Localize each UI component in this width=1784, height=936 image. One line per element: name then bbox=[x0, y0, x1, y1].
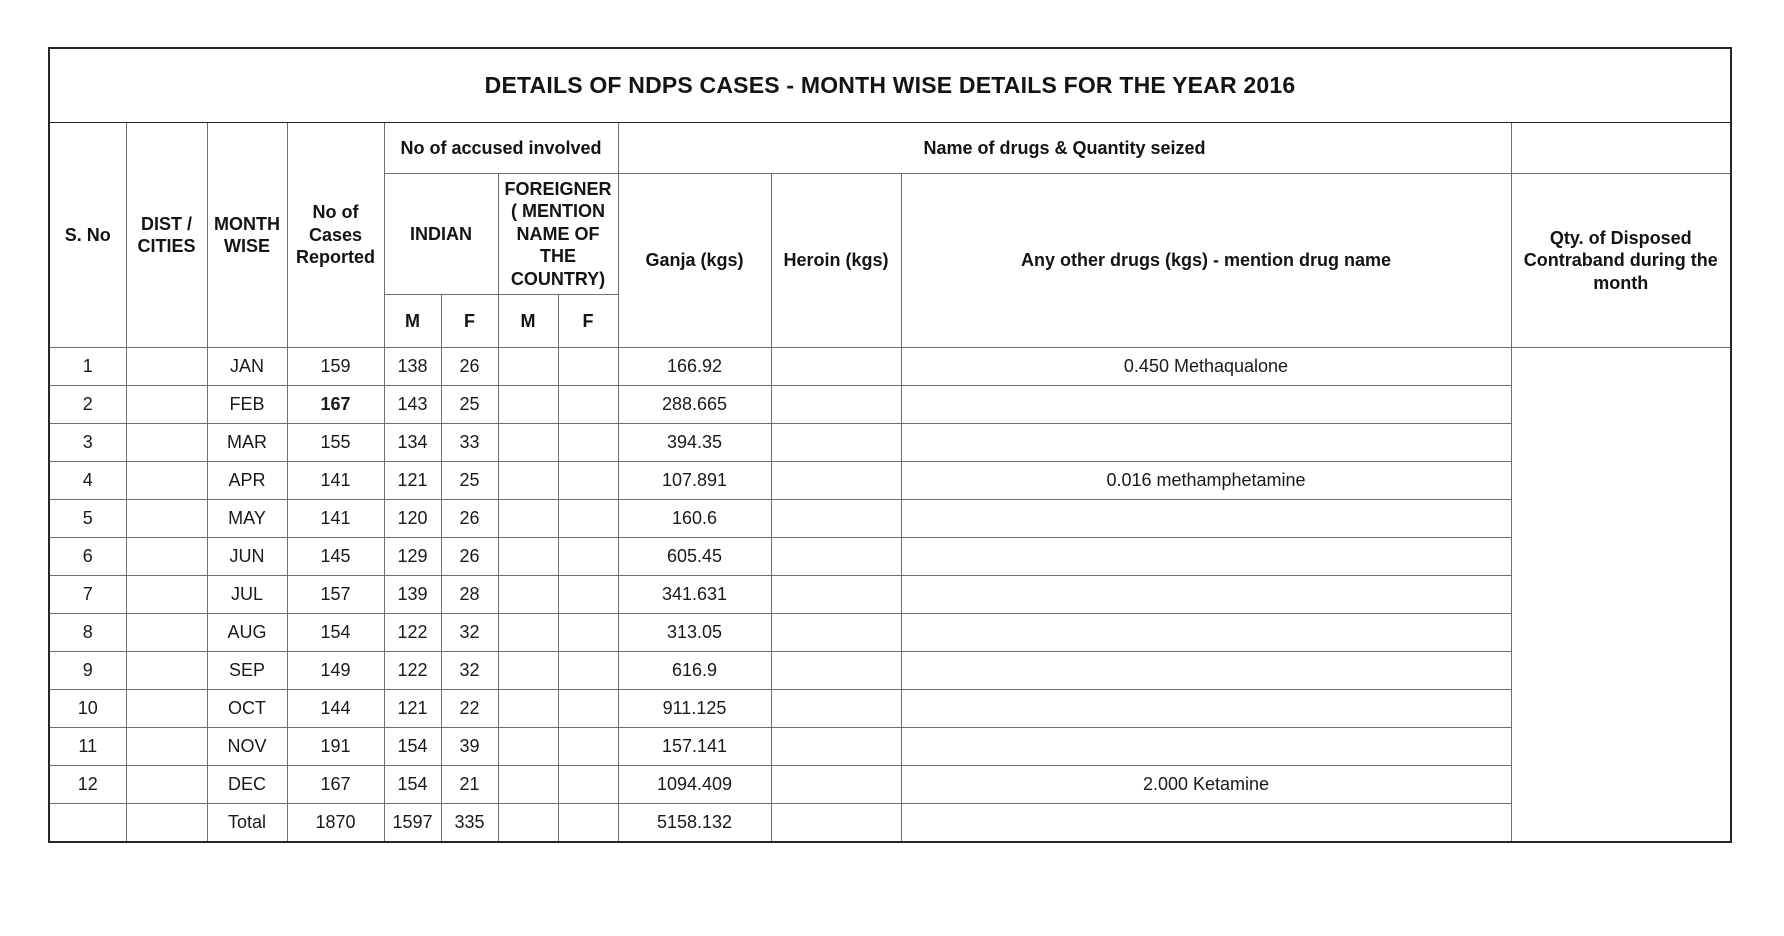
cell-month: Total bbox=[207, 804, 287, 843]
cell-s-no: 12 bbox=[49, 766, 126, 804]
cell-indian-m: 138 bbox=[384, 348, 441, 386]
table-row bbox=[49, 690, 1731, 728]
cell-indian-m: 1597 bbox=[384, 804, 441, 843]
cell-month: APR bbox=[207, 462, 287, 500]
cell-ganja: 1094.409 bbox=[618, 766, 771, 804]
cell-month: JUN bbox=[207, 538, 287, 576]
cell-indian-f: 26 bbox=[441, 538, 498, 576]
cell-dist-cities bbox=[126, 690, 207, 728]
cell-s-no: 1 bbox=[49, 348, 126, 386]
cell-month: JUL bbox=[207, 576, 287, 614]
cell-heroin bbox=[771, 690, 901, 728]
cell-indian-f: 28 bbox=[441, 576, 498, 614]
cell-heroin bbox=[771, 804, 901, 843]
cell-ganja: 157.141 bbox=[618, 728, 771, 766]
cell-heroin bbox=[771, 500, 901, 538]
cell-foreigner-f bbox=[558, 690, 618, 728]
cell-dist-cities bbox=[126, 500, 207, 538]
cell-dist-cities bbox=[126, 766, 207, 804]
ndps-cases-table bbox=[48, 47, 1732, 843]
cell-month: FEB bbox=[207, 386, 287, 424]
cell-s-no: 10 bbox=[49, 690, 126, 728]
cell-ganja: 394.35 bbox=[618, 424, 771, 462]
header-indian-female: F bbox=[441, 295, 498, 348]
cell-foreigner-f bbox=[558, 386, 618, 424]
cell-indian-m: 154 bbox=[384, 728, 441, 766]
cell-cases-reported: 155 bbox=[287, 424, 384, 462]
cell-foreigner-m bbox=[498, 614, 558, 652]
table-row bbox=[49, 728, 1731, 766]
cell-heroin bbox=[771, 652, 901, 690]
cell-foreigner-m bbox=[498, 728, 558, 766]
table-row bbox=[49, 652, 1731, 690]
cell-month: MAR bbox=[207, 424, 287, 462]
header-indian-male: M bbox=[384, 295, 441, 348]
cell-dist-cities bbox=[126, 462, 207, 500]
cell-dist-cities bbox=[126, 538, 207, 576]
header-accused-involved: No of accused involved bbox=[384, 123, 618, 174]
cell-qty-disposed-merged bbox=[1511, 348, 1731, 843]
cell-s-no bbox=[49, 804, 126, 843]
cell-dist-cities bbox=[126, 348, 207, 386]
cell-foreigner-f bbox=[558, 348, 618, 386]
cell-s-no: 6 bbox=[49, 538, 126, 576]
cell-cases-reported: 144 bbox=[287, 690, 384, 728]
cell-indian-f: 32 bbox=[441, 652, 498, 690]
total-row bbox=[49, 804, 1731, 843]
cell-other-drugs: 2.000 Ketamine bbox=[901, 766, 1511, 804]
cell-month: JAN bbox=[207, 348, 287, 386]
cell-foreigner-f bbox=[558, 766, 618, 804]
cell-other-drugs bbox=[901, 424, 1511, 462]
header-foreigner-male: M bbox=[498, 295, 558, 348]
cell-foreigner-f bbox=[558, 728, 618, 766]
cell-ganja: 911.125 bbox=[618, 690, 771, 728]
cell-foreigner-f bbox=[558, 804, 618, 843]
cell-other-drugs bbox=[901, 804, 1511, 843]
cell-foreigner-m bbox=[498, 576, 558, 614]
cell-dist-cities bbox=[126, 424, 207, 462]
cell-cases-reported: 141 bbox=[287, 500, 384, 538]
header-qty-disposed: Qty. of Disposed Contraband during the month bbox=[1511, 174, 1731, 348]
cell-indian-m: 154 bbox=[384, 766, 441, 804]
cell-indian-m: 122 bbox=[384, 614, 441, 652]
cell-foreigner-f bbox=[558, 424, 618, 462]
header-corner-empty bbox=[1511, 123, 1731, 174]
cell-other-drugs: 0.450 Methaqualone bbox=[901, 348, 1511, 386]
table-row bbox=[49, 766, 1731, 804]
cell-foreigner-f bbox=[558, 614, 618, 652]
table-body bbox=[49, 348, 1731, 843]
cell-cases-reported: 145 bbox=[287, 538, 384, 576]
cell-dist-cities bbox=[126, 728, 207, 766]
cell-cases-reported: 141 bbox=[287, 462, 384, 500]
cell-indian-m: 134 bbox=[384, 424, 441, 462]
cell-dist-cities bbox=[126, 652, 207, 690]
cell-foreigner-m bbox=[498, 652, 558, 690]
cell-s-no: 3 bbox=[49, 424, 126, 462]
cell-indian-m: 139 bbox=[384, 576, 441, 614]
cell-heroin bbox=[771, 348, 901, 386]
header-drugs-seized: Name of drugs & Quantity seized bbox=[618, 123, 1511, 174]
cell-s-no: 5 bbox=[49, 500, 126, 538]
cell-cases-reported: 167 bbox=[287, 766, 384, 804]
header-dist-cities: DIST / CITIES bbox=[126, 123, 207, 348]
cell-indian-f: 21 bbox=[441, 766, 498, 804]
cell-cases-reported: 167 bbox=[287, 386, 384, 424]
cell-other-drugs: 0.016 methamphetamine bbox=[901, 462, 1511, 500]
cell-month: SEP bbox=[207, 652, 287, 690]
cell-ganja: 5158.132 bbox=[618, 804, 771, 843]
table-row bbox=[49, 386, 1731, 424]
cell-foreigner-m bbox=[498, 462, 558, 500]
cell-ganja: 313.05 bbox=[618, 614, 771, 652]
cell-indian-m: 143 bbox=[384, 386, 441, 424]
cell-heroin bbox=[771, 386, 901, 424]
header-ganja: Ganja (kgs) bbox=[618, 174, 771, 348]
header-band-row bbox=[49, 123, 1731, 174]
cell-dist-cities bbox=[126, 386, 207, 424]
cell-s-no: 8 bbox=[49, 614, 126, 652]
cell-heroin bbox=[771, 538, 901, 576]
cell-cases-reported: 191 bbox=[287, 728, 384, 766]
cell-other-drugs bbox=[901, 538, 1511, 576]
header-indian: INDIAN bbox=[384, 174, 498, 295]
cell-foreigner-f bbox=[558, 500, 618, 538]
table-row bbox=[49, 462, 1731, 500]
cell-indian-m: 121 bbox=[384, 462, 441, 500]
cell-heroin bbox=[771, 462, 901, 500]
cell-indian-f: 335 bbox=[441, 804, 498, 843]
table-row bbox=[49, 424, 1731, 462]
header-heroin: Heroin (kgs) bbox=[771, 174, 901, 348]
cell-dist-cities bbox=[126, 804, 207, 843]
cell-ganja: 616.9 bbox=[618, 652, 771, 690]
cell-foreigner-f bbox=[558, 576, 618, 614]
cell-heroin bbox=[771, 424, 901, 462]
cell-month: AUG bbox=[207, 614, 287, 652]
cell-indian-m: 122 bbox=[384, 652, 441, 690]
header-foreigner-female: F bbox=[558, 295, 618, 348]
cell-other-drugs bbox=[901, 614, 1511, 652]
cell-cases-reported: 157 bbox=[287, 576, 384, 614]
cell-cases-reported: 1870 bbox=[287, 804, 384, 843]
cell-s-no: 7 bbox=[49, 576, 126, 614]
cell-s-no: 2 bbox=[49, 386, 126, 424]
cell-heroin bbox=[771, 728, 901, 766]
cell-month: OCT bbox=[207, 690, 287, 728]
cell-heroin bbox=[771, 614, 901, 652]
cell-foreigner-m bbox=[498, 386, 558, 424]
cell-s-no: 11 bbox=[49, 728, 126, 766]
header-s-no: S. No bbox=[49, 123, 126, 348]
header-other-drugs: Any other drugs (kgs) - mention drug name bbox=[901, 174, 1511, 348]
cell-other-drugs bbox=[901, 690, 1511, 728]
cell-cases-reported: 159 bbox=[287, 348, 384, 386]
cell-ganja: 166.92 bbox=[618, 348, 771, 386]
cell-indian-m: 120 bbox=[384, 500, 441, 538]
cell-foreigner-m bbox=[498, 766, 558, 804]
table-row bbox=[49, 614, 1731, 652]
cell-foreigner-f bbox=[558, 462, 618, 500]
cell-foreigner-m bbox=[498, 804, 558, 843]
table-row bbox=[49, 538, 1731, 576]
cell-ganja: 341.631 bbox=[618, 576, 771, 614]
table-row bbox=[49, 348, 1731, 386]
cell-cases-reported: 154 bbox=[287, 614, 384, 652]
table-row bbox=[49, 576, 1731, 614]
cell-dist-cities bbox=[126, 614, 207, 652]
cell-foreigner-f bbox=[558, 652, 618, 690]
header-foreigner: FOREIGNER ( MENTION NAME OF THE COUNTRY) bbox=[498, 174, 618, 295]
cell-cases-reported: 149 bbox=[287, 652, 384, 690]
cell-s-no: 4 bbox=[49, 462, 126, 500]
cell-other-drugs bbox=[901, 576, 1511, 614]
cell-foreigner-m bbox=[498, 538, 558, 576]
cell-foreigner-m bbox=[498, 348, 558, 386]
table-title: DETAILS OF NDPS CASES - MONTH WISE DETAILS FOR THE YEAR 2016 bbox=[49, 48, 1731, 123]
cell-indian-f: 25 bbox=[441, 462, 498, 500]
header-cases-reported: No of Cases Reported bbox=[287, 123, 384, 348]
cell-dist-cities bbox=[126, 576, 207, 614]
cell-foreigner-m bbox=[498, 690, 558, 728]
cell-month: MAY bbox=[207, 500, 287, 538]
table-row bbox=[49, 500, 1731, 538]
cell-indian-m: 129 bbox=[384, 538, 441, 576]
cell-foreigner-m bbox=[498, 500, 558, 538]
cell-indian-f: 33 bbox=[441, 424, 498, 462]
title-row bbox=[49, 48, 1731, 123]
table-wrap bbox=[48, 47, 1732, 843]
cell-indian-f: 32 bbox=[441, 614, 498, 652]
cell-other-drugs bbox=[901, 500, 1511, 538]
cell-foreigner-m bbox=[498, 424, 558, 462]
cell-other-drugs bbox=[901, 728, 1511, 766]
cell-s-no: 9 bbox=[49, 652, 126, 690]
cell-indian-f: 26 bbox=[441, 348, 498, 386]
cell-foreigner-f bbox=[558, 538, 618, 576]
cell-indian-f: 22 bbox=[441, 690, 498, 728]
cell-ganja: 107.891 bbox=[618, 462, 771, 500]
cell-month: DEC bbox=[207, 766, 287, 804]
header-month-wise: MONTH WISE bbox=[207, 123, 287, 348]
cell-heroin bbox=[771, 766, 901, 804]
cell-indian-f: 25 bbox=[441, 386, 498, 424]
cell-ganja: 160.6 bbox=[618, 500, 771, 538]
cell-indian-m: 121 bbox=[384, 690, 441, 728]
cell-indian-f: 39 bbox=[441, 728, 498, 766]
cell-indian-f: 26 bbox=[441, 500, 498, 538]
cell-other-drugs bbox=[901, 386, 1511, 424]
cell-other-drugs bbox=[901, 652, 1511, 690]
cell-month: NOV bbox=[207, 728, 287, 766]
cell-heroin bbox=[771, 576, 901, 614]
cell-ganja: 605.45 bbox=[618, 538, 771, 576]
cell-ganja: 288.665 bbox=[618, 386, 771, 424]
